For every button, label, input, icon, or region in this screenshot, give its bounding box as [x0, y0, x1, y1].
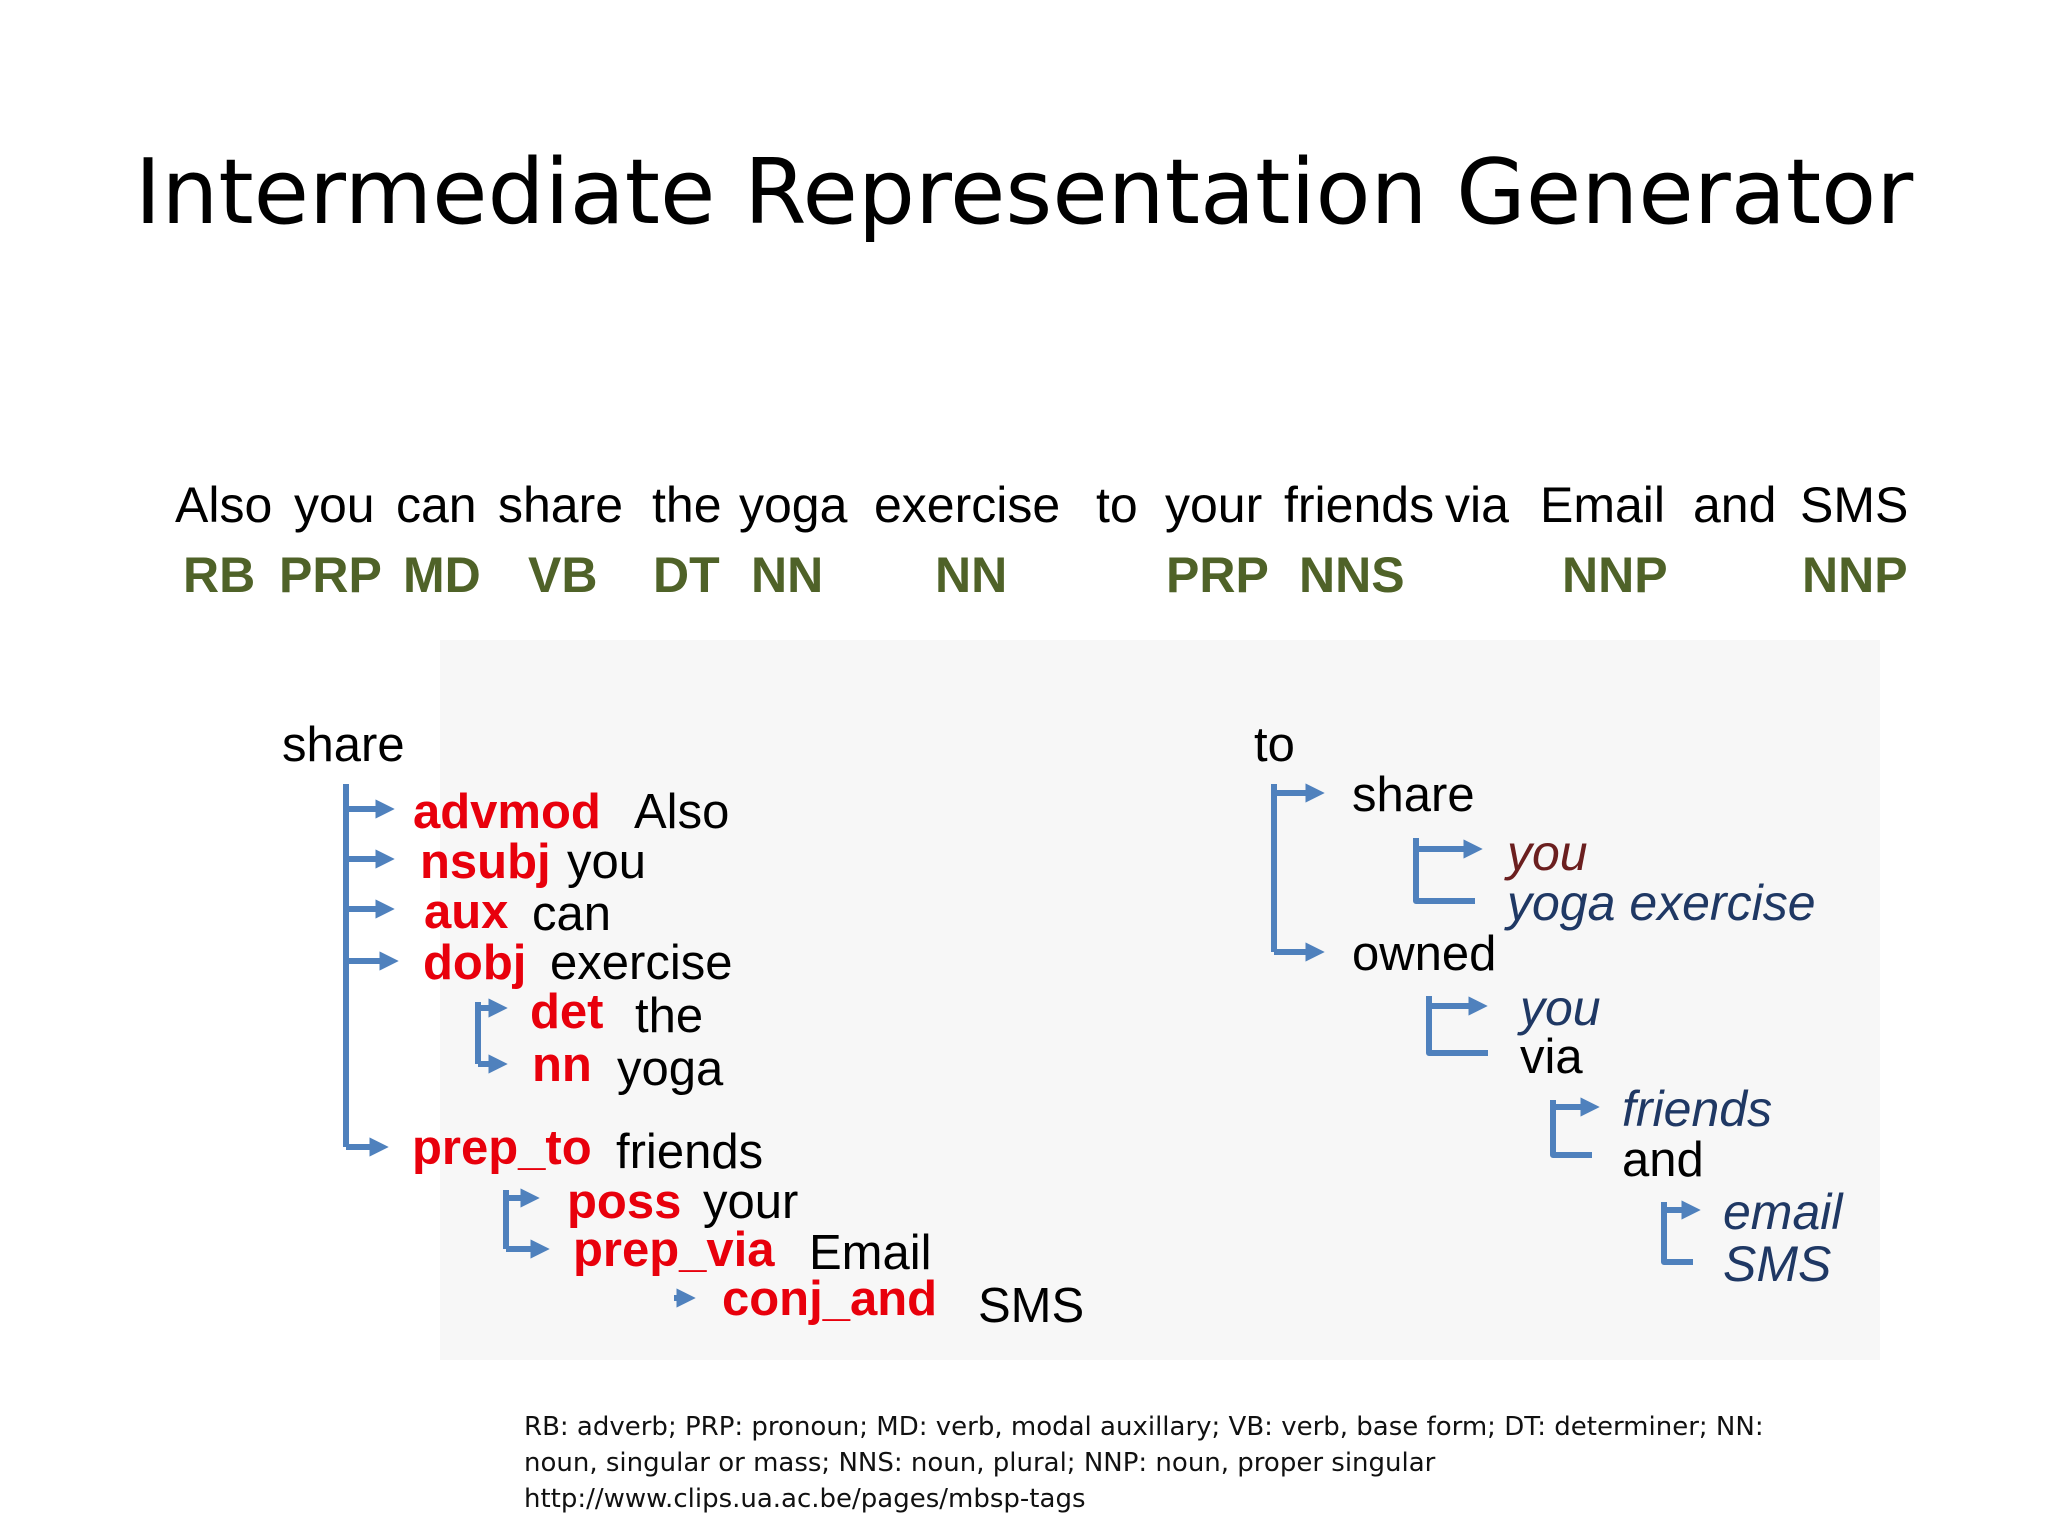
- right-root: to: [1254, 718, 1295, 772]
- word-via: via: [1445, 477, 1509, 533]
- right-sms: SMS: [1723, 1236, 1832, 1292]
- tag-vb: VB: [528, 547, 598, 603]
- dep-you: you: [567, 835, 647, 889]
- dep-sms: SMS: [978, 1279, 1085, 1333]
- arrow-r-you1: [1416, 838, 1475, 901]
- right-owned: owned: [1352, 927, 1497, 981]
- dep-the: the: [635, 989, 704, 1043]
- rel-aux: aux: [424, 885, 509, 939]
- footnote-url: http://www.clips.ua.ac.be/pages/mbsp-tags: [524, 1484, 1086, 1514]
- tag-nn-exercise: NN: [935, 547, 1008, 603]
- right-friends: friends: [1622, 1081, 1773, 1137]
- rel-prep-via: prep_via: [573, 1223, 775, 1277]
- tag-prp: PRP: [279, 547, 382, 603]
- right-email: email: [1723, 1184, 1843, 1240]
- dep-your: your: [703, 1175, 799, 1229]
- tag-dt: DT: [653, 547, 720, 603]
- rel-nsubj: nsubj: [420, 835, 551, 889]
- right-you-2: you: [1520, 980, 1601, 1036]
- rel-poss: poss: [567, 1175, 682, 1229]
- word-you: you: [294, 477, 375, 533]
- word-sms: SMS: [1800, 477, 1909, 533]
- word-email: Email: [1540, 477, 1666, 533]
- dep-email: Email: [809, 1226, 932, 1280]
- dep-friends: friends: [616, 1125, 764, 1179]
- rel-dobj: dobj: [423, 936, 527, 990]
- right-and: and: [1622, 1133, 1704, 1187]
- rel-conj-and: conj_and: [722, 1272, 938, 1326]
- tag-nnp-sms: NNP: [1802, 547, 1908, 603]
- word-the: the: [652, 477, 722, 533]
- page-title: Intermediate Representation Generator: [134, 140, 1914, 245]
- arrow-poss: [506, 1190, 532, 1249]
- dep-also: Also: [634, 785, 730, 839]
- right-share: share: [1352, 768, 1475, 822]
- right-yoga-exercise: yoga exercise: [1507, 875, 1816, 931]
- word-and: and: [1693, 477, 1777, 533]
- rel-advmod: advmod: [413, 785, 601, 839]
- left-root: share: [282, 718, 405, 772]
- arrow-det: [478, 1002, 500, 1064]
- dep-can: can: [532, 887, 612, 941]
- tag-prp-your: PRP: [1166, 547, 1269, 603]
- dep-exercise: exercise: [550, 936, 733, 990]
- word-friends: friends: [1284, 477, 1435, 533]
- right-you-1: you: [1507, 825, 1588, 881]
- tag-rb: RB: [183, 547, 256, 603]
- arrow-r-you2: [1429, 996, 1488, 1053]
- rel-det: det: [530, 985, 604, 1039]
- word-to: to: [1096, 477, 1138, 533]
- tag-nn-yoga: NN: [751, 547, 824, 603]
- arrow-r-friends: [1553, 1100, 1592, 1155]
- footnote-line-2: noun, singular or mass; NNS: noun, plural; NNP: noun, proper singular: [524, 1448, 1436, 1478]
- rel-prep-to: prep_to: [412, 1121, 592, 1175]
- word-exercise: exercise: [874, 477, 1061, 533]
- right-via: via: [1520, 1030, 1583, 1084]
- rel-nn: nn: [532, 1038, 592, 1092]
- word-can: can: [396, 477, 477, 533]
- word-yoga: yoga: [739, 477, 848, 533]
- word-your: your: [1165, 477, 1263, 533]
- tag-nnp-email: NNP: [1562, 547, 1668, 603]
- word-also: Also: [175, 477, 273, 533]
- word-share: share: [498, 477, 624, 533]
- dep-yoga: yoga: [617, 1042, 724, 1096]
- footnote-line-1: RB: adverb; PRP: pronoun; MD: verb, modal auxillary; VB: verb, base form; DT: determiner; NN:: [524, 1412, 1764, 1442]
- footnote: [524, 1409, 1764, 1517]
- tag-md: MD: [403, 547, 481, 603]
- tag-nns: NNS: [1299, 547, 1405, 603]
- arrow-r-email: [1664, 1202, 1693, 1262]
